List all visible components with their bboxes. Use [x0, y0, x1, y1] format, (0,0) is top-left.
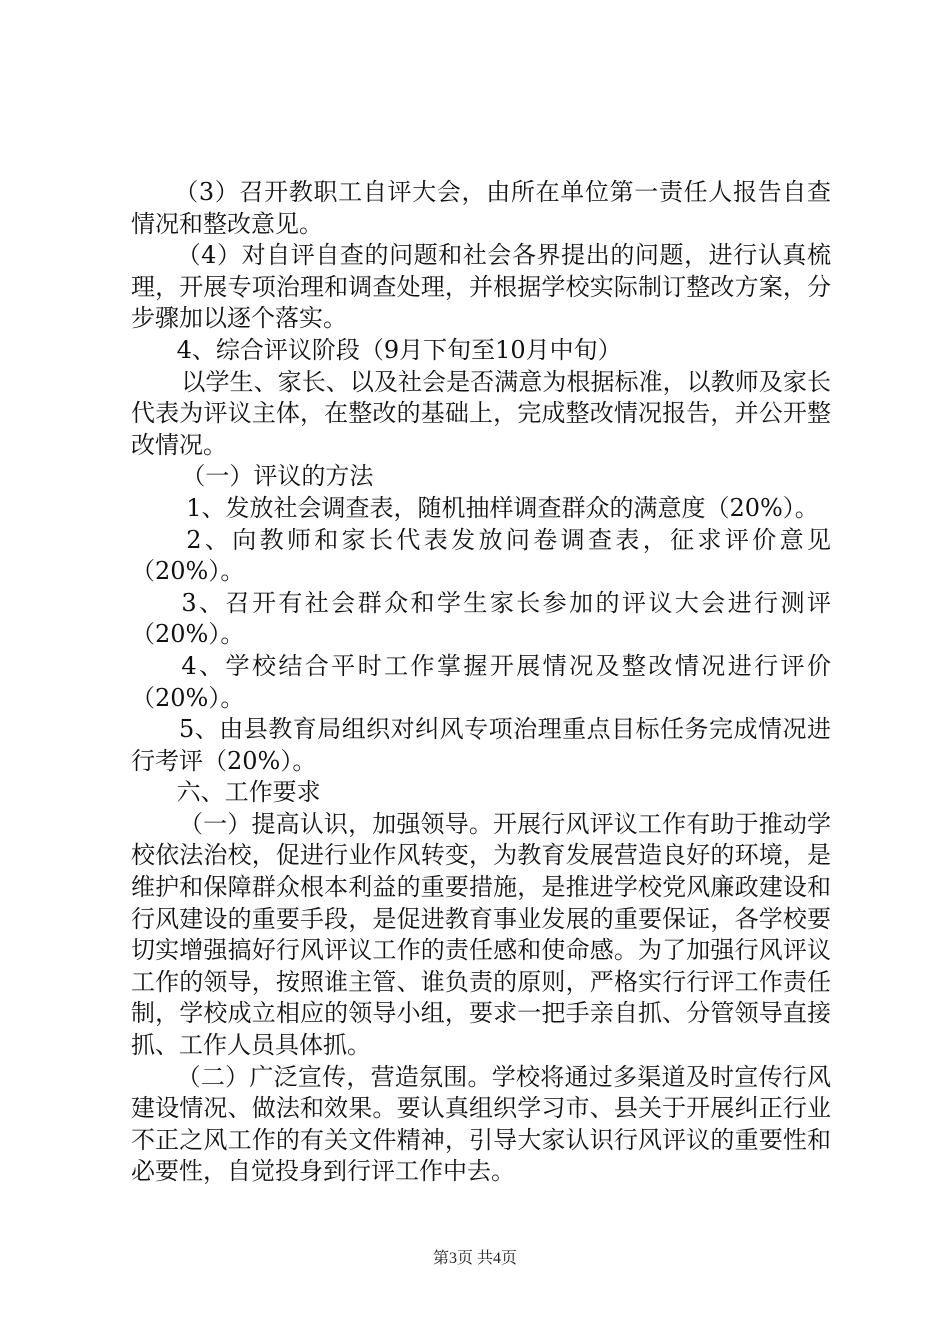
paragraph: （4）对自评自查的问题和社会各界提出的问题，进行认真梳理，开展专项治理和调查处理，并根据学校实际制订整改方案，分步骤加以逐个落实。 — [131, 241, 831, 333]
paragraph: 以学生、家长、以及社会是否满意为根据标准，以教师及家长代表为评议主体，在整改的基础上，完成整改情况报告，并公开整改情况。 — [131, 367, 831, 459]
document-body — [131, 177, 831, 1188]
list-item: 4、学校结合平时工作掌握开展情况及整改情况进行评价（20%）。 — [131, 651, 831, 712]
list-item: 3、召开有社会群众和学生家长参加的评议大会进行测评（20%）。 — [131, 588, 831, 649]
page-number-footer: 第3页 共4页 — [432, 1250, 517, 1267]
section-heading: 六、工作要求 — [176, 778, 321, 807]
subsection-heading: （一）评议的方法 — [181, 462, 374, 491]
list-item: 2、向教师和家长代表发放问卷调查表，征求评价意见（20%）。 — [131, 525, 831, 586]
section-heading: 4、综合评议阶段（9月下旬至10月中旬） — [176, 335, 622, 364]
paragraph: （3）召开教职工自评大会，由所在单位第一责任人报告自查情况和整改意见。 — [131, 178, 831, 238]
list-item: 5、由县教育局组织对纠风专项治理重点目标任务完成情况进行考评（20%）。 — [131, 715, 831, 775]
paragraph: （一）提高认识，加强领导。开展行风评议工作有助于推动学校依法治校，促进行业作风转变，为教育发展营造良好的环境，是维护和保障群众根本利益的重要措施，是推进学校党风廉政建设和行风建设的重要手段，是促进教育事业发展的重要保证，各学校要切实增强搞好行风评议工作的责任感和使命感。为了加强行风评议工作的领导，按照谁主管、谁负责的原则，严格实行行评工作责任制，学校成立相应的领导小组，要求一把手亲自抓、分管领导直接抓、工作人员具体抓。 — [131, 809, 831, 1060]
list-item: 1、发放社会调查表，随机抽样调查群众的满意度（20%）。 — [186, 493, 819, 522]
paragraph: （二）广泛宣传，营造氛围。学校将通过多渠道及时宣传行风建设情况、做法和效果。要认真组织学习市、县关于开展纠正行业不正之风工作的有关文件精神，引导大家认识行风评议的重要性和必要性，自觉投身到行评工作中去。 — [131, 1062, 831, 1186]
